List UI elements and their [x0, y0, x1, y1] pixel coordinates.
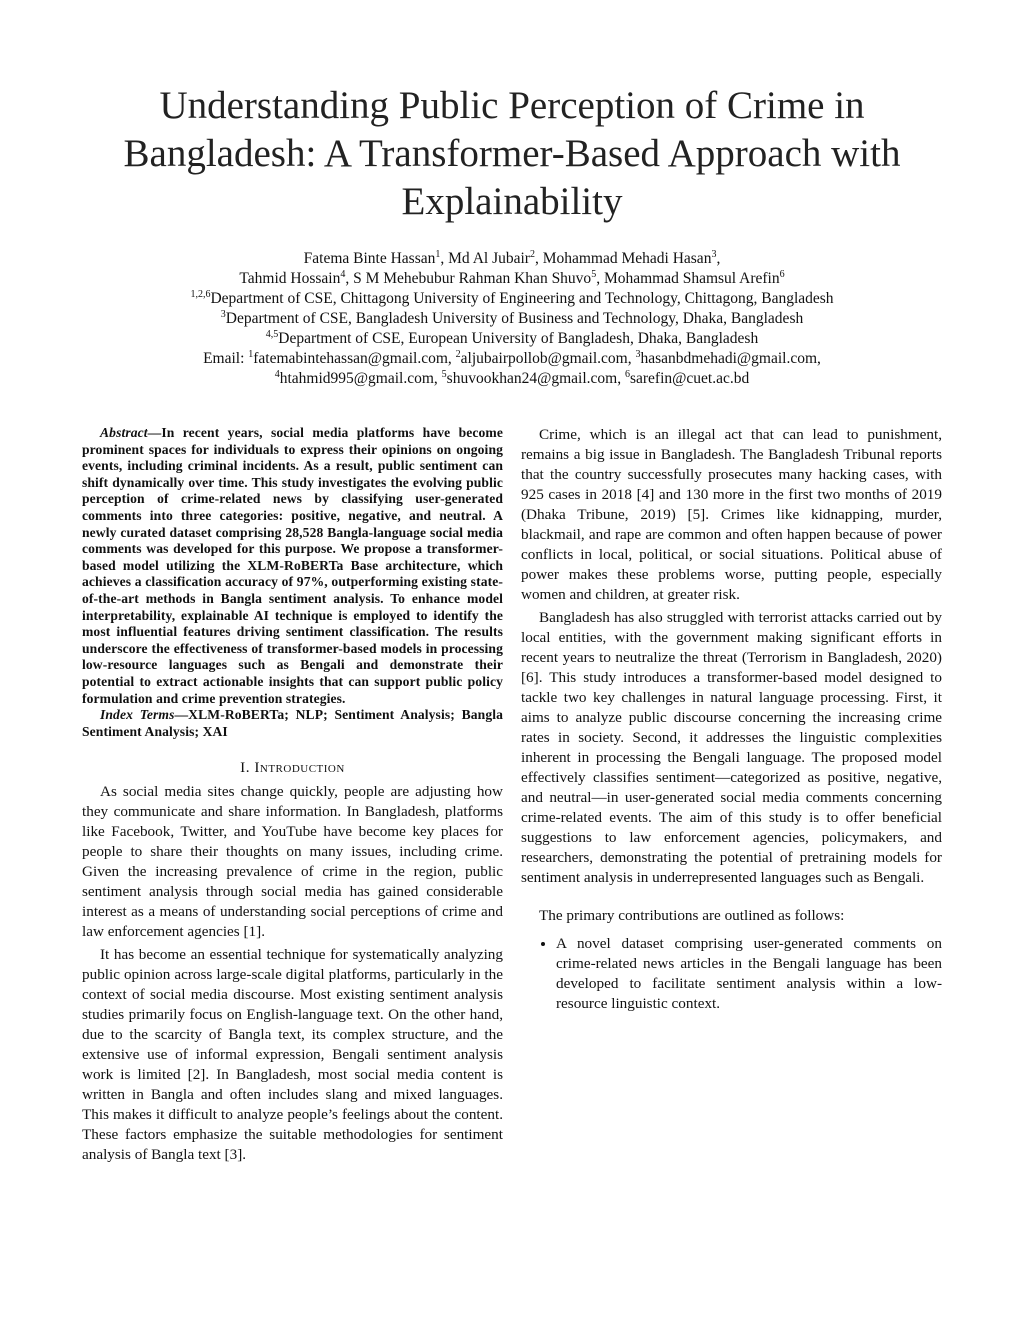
author-name: Fatema Binte Hassan [303, 250, 436, 267]
abstract-text: —In recent years, social media platforms have become prominent spaces for individuals to express their opinions on ongoing events, including criminal incidents. As a result, public sentiment can shift dynamically over time. This study investigates the evolving public perception of crime-related news by classifying user-generated comments into three categories: positive, negative, and neutral. A newly curated dataset comprising 28,528 Bangla-language social media comments was developed for this purpose. We propose a transformer-based model utilizing the XLM-RoBERTa Base architecture, which achieves a classification accuracy of 97%, outperforming existing state-of-the-art methods in Bangla sentiment analysis. To enhance model interpretability, explainable AI technique is employed to identify the most influential features driving sentiment classification. The results underscore the effectiveness of transformer-based models in processing low-resource languages such as Bengali and demonstrate their potential to extract actionable insights that can support public policy formulation and crime prevention strategies. [82, 425, 503, 706]
author-name: S M Mehebubur Rahman Khan Shuvo [353, 270, 592, 287]
paragraph: Bangladesh has also struggled with terrorist attacks carried out by local entities, with the government making significant efforts in recent years to neutralize the threat (Terrorism in Bangladesh, 2020) [6]. This study introduces a transformer-based model designed to tackle two key challenges in natural language processing. First, it aims to analyze public discourse concerning the increasing crime rates in society. Second, it addresses the linguistic complexities inherent in processing the Bengali language. The proposed model effectively classifies sentiment—categorized as positive, negative, and neutral—in user-generated social media comments concerning crime-related events. The aim of this study is to offer beneficial suggestions to law enforcement agencies, policymakers, and researchers, demonstrating the potential of pretraining models for sentiment analysis in underrepresented languages such as Bengali. [521, 609, 942, 886]
left-column [82, 425, 503, 1165]
abstract [82, 425, 503, 707]
author: Fatema Binte Hassan$^1$, [303, 249, 449, 267]
index-terms-label: Index Terms [100, 707, 175, 723]
author-name: Mohammad Mehadi Hasan [542, 250, 712, 267]
index-terms-text: —XLM-RoBERTa; NLP; Sentiment Analysis; Bangla Sentiment Analysis; XAI [82, 707, 503, 739]
email-sup: 3 [635, 349, 641, 360]
paper-title: Understanding Public Perception of Crime in Bangladesh: A Transformer-Based Approach with Explainability [123, 84, 901, 223]
author-block [60, 249, 964, 389]
list-item: • A novel dataset comprising user-generated comments on crime-related news articles in the Bengali language has been developed to facilitate sentiment analysis within a low-resource linguistic context. [556, 934, 942, 1014]
affiliation [60, 289, 964, 309]
affiliation-text: Department of CSE, European University of Bangladesh, Dhaka, Bangladesh [278, 330, 759, 347]
paragraph: It has become an essential technique for systematically analyzing public opinion across large-scale digital platforms, particularly in the context of social media discourse. Most existing sentiment analysis studies primarily focus on English-language text. On the other hand, due to the scarcity of Bangla text, its complex structure, and the extensive use of informal expression, Bengali sentiment analysis work is limited [2]. In Bangladesh, most social media content is written in Bangla and often includes slang and mixed languages. This makes it difficult to analyze people’s feelings about the content. These factors emphasize the suitable methodologies for sentiment analysis of Bangla text [3]. [82, 946, 503, 1164]
author: Mohammad Mehadi Hasan$^3$, [542, 249, 721, 267]
author-sup: 5 [591, 269, 597, 280]
email-sup: 6 [624, 369, 630, 380]
email[interactable]: sarefin@cuet.ac.bd [629, 370, 750, 387]
author-line [60, 269, 964, 289]
email[interactable]: htahmid995@gmail.com, [279, 370, 438, 387]
email-sup: 4 [274, 369, 280, 380]
email[interactable]: aljubairpollob@gmail.com, [460, 350, 632, 367]
affiliation-sup: 3 [220, 309, 226, 320]
affiliation-text: Department of CSE, Chittagong University of Engineering and Technology, Chittagong, Bangladesh [210, 290, 834, 307]
email-sup: 1 [248, 349, 254, 360]
author-name: Tahmid Hossain [239, 270, 341, 287]
author: Tahmid Hossain$^4$, [239, 269, 354, 287]
section-heading-introduction: I. Introduction [240, 759, 345, 777]
author-name: Md Al Jubair [448, 250, 530, 267]
email[interactable]: hasanbdmehadi@gmail.com, [640, 350, 821, 367]
author-sup: 4 [340, 269, 346, 280]
author: Md Al Jubair$^2$, [448, 249, 543, 267]
paragraph: Crime, which is an illegal act that can lead to punishment, remains a big issue in Bangladesh. The Bangladesh Tribunal reports that the country successfully prosecutes many hacking cases, with 925 cases in 2018 [4] and 130 more in the first two months of 2019 (Dhaka Tribune, 2019) [5]. Crimes like kidnapping, murder, blackmail, and rape are common and often happen because of power conflicts in local, political, or social situations. Political abuse of power makes these problems worse, putting people, especially women and children, at greater risk. [521, 426, 942, 603]
author-sup: 3 [711, 249, 717, 260]
email-line [60, 349, 964, 369]
affiliation-text: Department of CSE, Bangladesh University of Business and Technology, Dhaka, Bangladesh [225, 310, 804, 327]
email[interactable]: shuvookhan24@gmail.com, [446, 370, 622, 387]
email-sup: 5 [441, 369, 447, 380]
affiliation [60, 309, 964, 329]
paragraph: The primary contributions are outlined as follows: [539, 907, 845, 924]
author: S M Mehebubur Rahman Khan Shuvo$^5$, [353, 269, 604, 287]
affiliation-sup: 4,5 [265, 329, 279, 340]
index-terms [82, 707, 503, 740]
author-line [60, 249, 964, 269]
email-line [60, 369, 964, 389]
author-sup: 1 [435, 249, 441, 260]
affiliation-sup: 1,2,6 [190, 289, 211, 300]
paragraph: As social media sites change quickly, people are adjusting how they communicate and share information. In Bangladesh, platforms like Facebook, Twitter, and YouTube have become key places for people to share their thoughts on many issues, including crime. Given the increasing prevalence of crime in the region, public sentiment analysis through social media has gained considerable interest as a means of understanding social perceptions of crime and law enforcement agencies [1]. [82, 783, 503, 941]
email-sup: 2 [455, 349, 461, 360]
contributions-list [521, 934, 942, 1014]
author-name: Mohammad Shamsul Arefin [603, 270, 780, 287]
abstract-label: Abstract [100, 425, 148, 440]
email-label: Email: [203, 350, 245, 367]
author-sup: 6 [779, 269, 785, 280]
affiliation [60, 329, 964, 349]
author [604, 270, 785, 287]
right-column [521, 425, 942, 1014]
author-sup: 2 [529, 249, 535, 260]
email[interactable]: fatemabintehassan@gmail.com, [253, 350, 452, 367]
